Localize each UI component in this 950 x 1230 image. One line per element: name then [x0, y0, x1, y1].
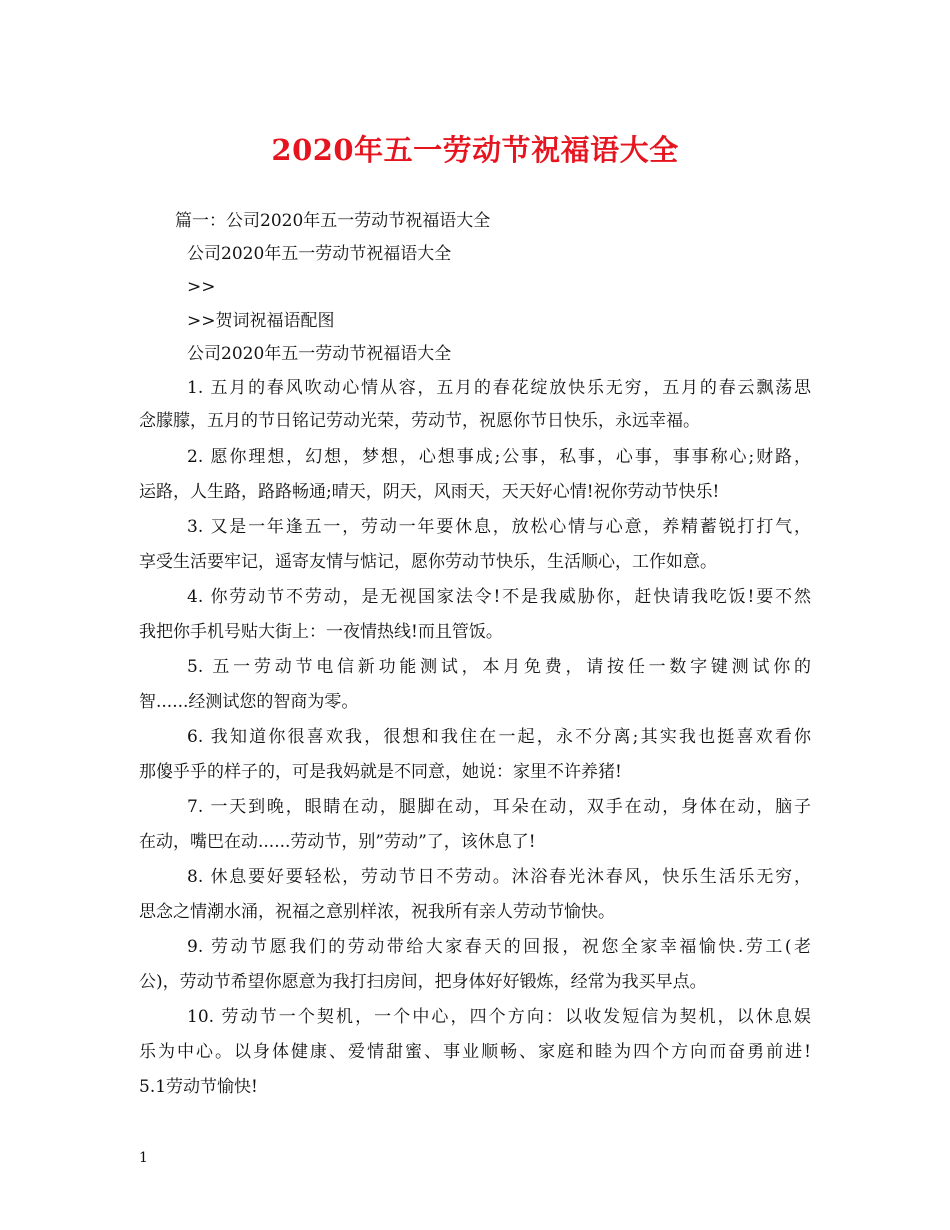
list-item-6-line-1: 6. 我知道你很喜欢我，很想和我住在一起，永不分离;其实我也挺喜欢看你 — [187, 727, 811, 747]
list-item-10-line-1: 10. 劳动节一个契机，一个中心，四个方向：以收发短信为契机，以休息娱 — [187, 1007, 811, 1027]
subheading: 公司2020年五一劳动节祝福语大全 — [187, 244, 452, 264]
subheading: 公司2020年五一劳动节祝福语大全 — [187, 344, 452, 364]
list-item-7-line-1: 7. 一天到晚，眼睛在动，腿脚在动，耳朵在动，双手在动，身体在动，脑子 — [187, 797, 811, 817]
list-item-7-line-2: 在动，嘴巴在动......劳动节，别”劳动”了，该休息了! — [139, 832, 536, 852]
list-item-5-line-2: 智......经测试您的智商为零。 — [139, 692, 359, 712]
list-item-10-line-3: 5.1劳动节愉快! — [139, 1077, 258, 1097]
list-item-3-line-2: 享受生活要牢记，遥寄友情与惦记，愿你劳动节快乐，生活顺心，工作如意。 — [139, 552, 717, 572]
page-number: 1 — [139, 1150, 148, 1166]
list-item-4-line-1: 4. 你劳动节不劳动，是无视国家法令!不是我威胁你，赶快请我吃饭!要不然 — [187, 587, 811, 607]
section-heading: 篇一：公司2020年五一劳动节祝福语大全 — [175, 211, 491, 231]
list-item-6-line-2: 那傻乎乎的样子的，可是我妈就是不同意，她说：家里不许养猪! — [139, 762, 622, 782]
list-item-8-line-1: 8. 休息要好要轻松，劳动节日不劳动。沐浴春光沐春风，快乐生活乐无穷， — [187, 867, 811, 887]
list-item-3-line-1: 3. 又是一年逢五一，劳动一年要休息，放松心情与心意，养精蓄锐打打气， — [187, 517, 811, 537]
list-item-1-line-2: 念朦朦，五月的节日铭记劳动光荣，劳动节，祝愿你节日快乐，永远幸福。 — [139, 411, 700, 431]
list-item-5-line-1: 5. 五一劳动节电信新功能测试，本月免费，请按任一数字键测试你的 — [187, 657, 811, 677]
list-item-9-line-1: 9. 劳动节愿我们的劳动带给大家春天的回报，祝您全家幸福愉快.劳工(老 — [187, 937, 811, 957]
list-item-9-line-2: 公)，劳动节希望你愿意为我打扫房间，把身体好好锻炼，经常为我买早点。 — [139, 972, 707, 992]
list-item-1-line-1: 1. 五月的春风吹动心情从容，五月的春花绽放快乐无穷，五月的春云飘荡思 — [187, 378, 811, 398]
list-item-2-line-2: 运路，人生路，路路畅通;晴天，阴天，风雨天，天天好心情!祝你劳动节快乐! — [139, 482, 720, 502]
list-item-4-line-2: 我把你手机号贴大街上：一夜情热线!而且管饭。 — [139, 622, 503, 642]
list-item-2-line-1: 2. 愿你理想，幻想，梦想，心想事成;公事，私事，心事，事事称心;财路， — [187, 447, 811, 467]
link-arrow[interactable]: >> — [187, 277, 216, 297]
link-greeting-images[interactable]: >>贺词祝福语配图 — [187, 311, 335, 331]
document-title: 2020年五一劳动节祝福语大全 — [271, 133, 679, 167]
list-item-8-line-2: 思念之情潮水涌，祝福之意别样浓，祝我所有亲人劳动节愉快。 — [139, 902, 615, 922]
list-item-10-line-2: 乐为中心。以身体健康、爱情甜蜜、事业顺畅、家庭和睦为四个方向而奋勇前进! — [139, 1042, 811, 1062]
